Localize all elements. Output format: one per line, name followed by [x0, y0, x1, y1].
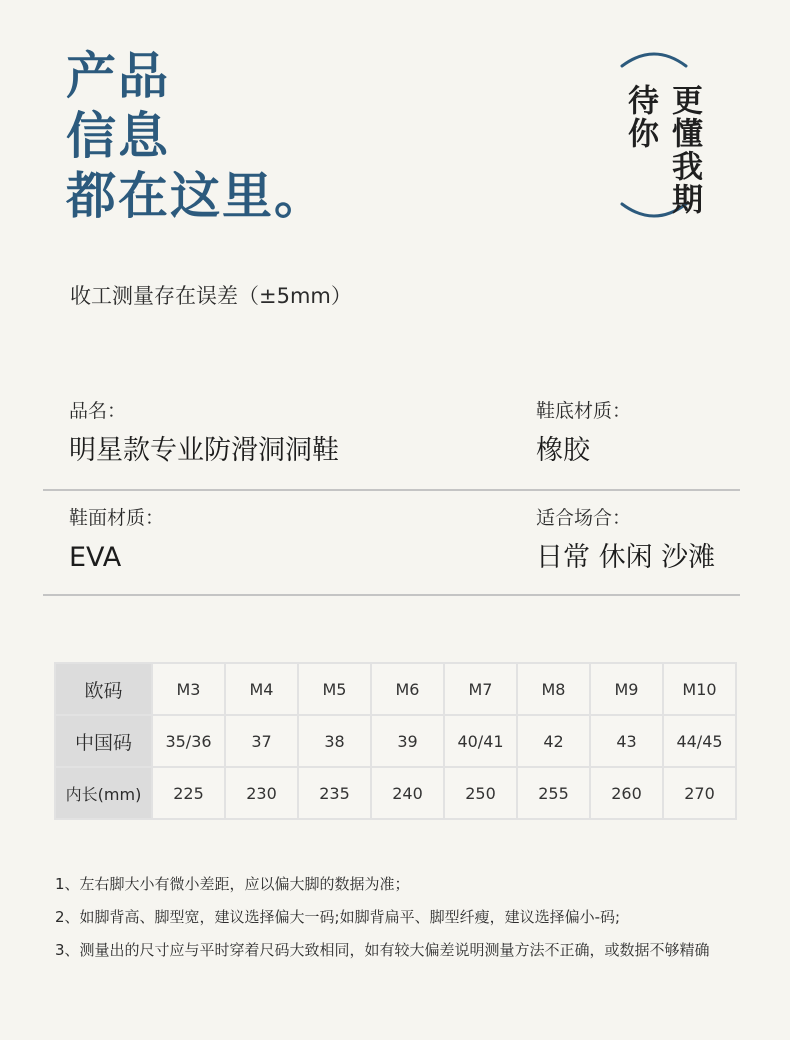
- row-header-eu: 欧码: [55, 663, 152, 715]
- table-cell: 270: [663, 767, 736, 819]
- title-line-2: 信息: [66, 107, 170, 165]
- table-cell: M9: [590, 663, 663, 715]
- row-header-length: 内长(mm): [55, 767, 152, 819]
- product-name-value: 明星款专业防滑洞洞鞋: [69, 435, 339, 466]
- note-item: 3、测量出的尺寸应与平时穿着尺码大致相同，如有较大偏差说明测量方法不正确，或数据不够精确: [55, 941, 710, 959]
- table-cell: 38: [298, 715, 371, 767]
- product-name-field: [69, 398, 339, 468]
- occasion-label: 适合场合：: [536, 507, 632, 529]
- sole-material-label: 鞋底材质：: [536, 400, 632, 422]
- sole-material-field: [536, 398, 631, 468]
- size-table: [54, 662, 737, 820]
- table-cell: M6: [371, 663, 444, 715]
- table-row: [55, 663, 736, 715]
- table-cell: 44/45: [663, 715, 736, 767]
- table-cell: M4: [225, 663, 298, 715]
- table-cell: M3: [152, 663, 225, 715]
- table-cell: 240: [371, 767, 444, 819]
- upper-material-value: EVA: [69, 542, 122, 573]
- table-cell: M10: [663, 663, 736, 715]
- row-header-cn: 中国码: [55, 715, 152, 767]
- table-cell: 225: [152, 767, 225, 819]
- table-cell: 43: [590, 715, 663, 767]
- sole-material-value: 橡胶: [536, 435, 590, 466]
- table-cell: 250: [444, 767, 517, 819]
- slogan-badge: [612, 44, 702, 224]
- table-cell: 35/36: [152, 715, 225, 767]
- table-cell: M5: [298, 663, 371, 715]
- occasion-field: [536, 505, 715, 575]
- title-line-3: 都在这里。: [66, 167, 326, 225]
- table-cell: 255: [517, 767, 590, 819]
- table-cell: 37: [225, 715, 298, 767]
- table-cell: M7: [444, 663, 517, 715]
- info-row-2: [43, 491, 740, 596]
- info-row-1: [43, 386, 740, 491]
- title-line-1: 产品: [66, 47, 170, 105]
- product-info: [43, 386, 740, 596]
- page-title: [66, 46, 326, 226]
- upper-material-label: 鞋面材质：: [69, 507, 165, 529]
- note-item: 2、如脚背高、脚型宽，建议选择偏大一码;如脚背扁平、脚型纤瘦，建议选择偏小-码;: [55, 908, 621, 926]
- product-name-label: 品名：: [69, 400, 127, 422]
- table-cell: M8: [517, 663, 590, 715]
- table-cell: 235: [298, 767, 371, 819]
- table-cell: 40/41: [444, 715, 517, 767]
- notes-list: [55, 868, 745, 967]
- tolerance-note: 收工测量存在误差（±5mm）: [70, 284, 352, 308]
- occasion-value: 日常 休闲 沙滩: [536, 542, 716, 573]
- table-cell: 230: [225, 767, 298, 819]
- table-cell: 42: [517, 715, 590, 767]
- table-cell: 260: [590, 767, 663, 819]
- table-row: [55, 767, 736, 819]
- note-item: 1、左右脚大小有微小差距，应以偏大脚的数据为准；: [55, 875, 410, 893]
- upper-material-field: [69, 505, 164, 575]
- slogan-text: 更懂我期待你: [622, 84, 702, 216]
- table-cell: 39: [371, 715, 444, 767]
- table-row: [55, 715, 736, 767]
